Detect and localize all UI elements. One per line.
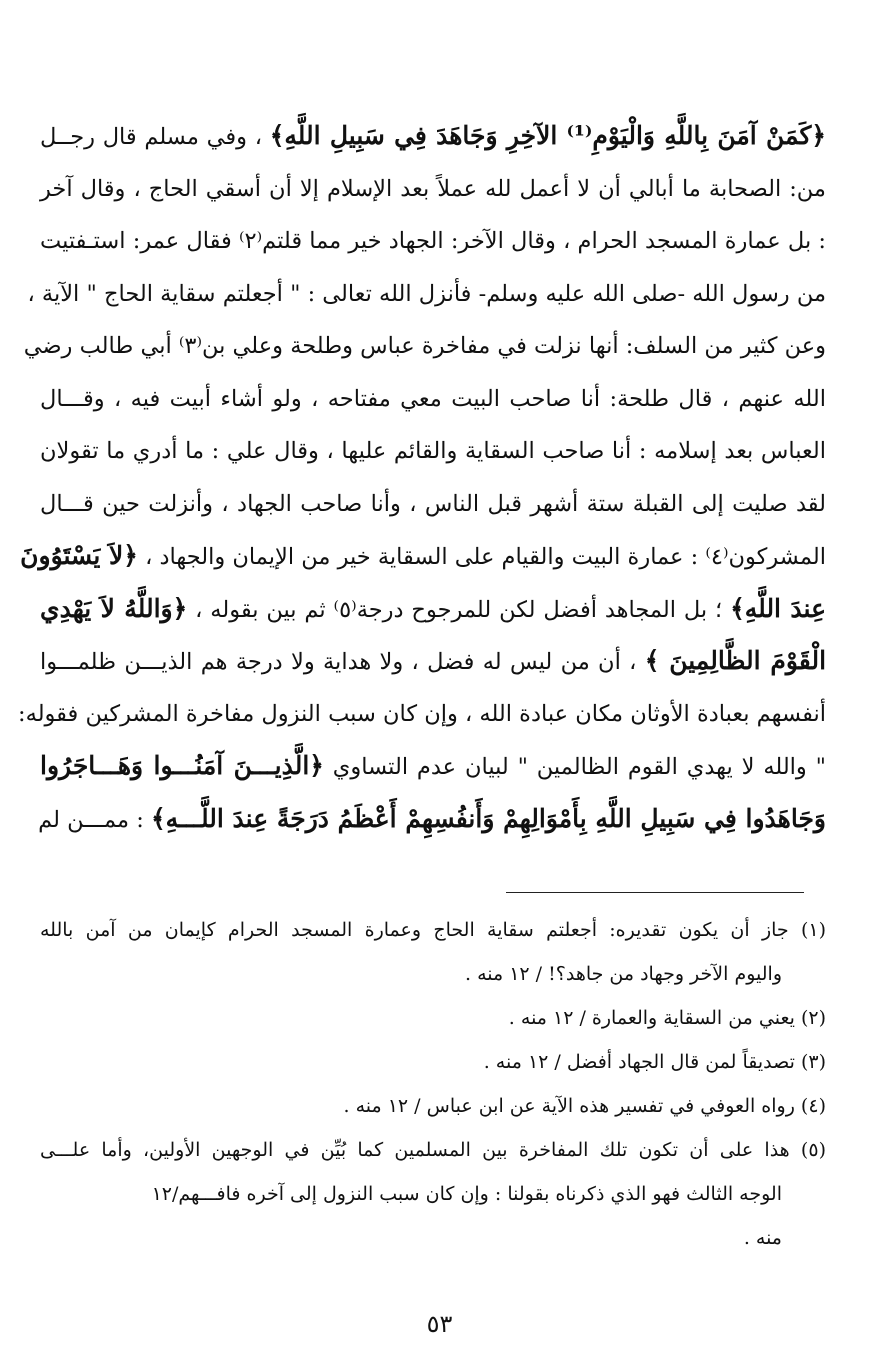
footnote-4: (٤) رواه العوفي في تفسير هذه الآية عن ابن عباس / ١٢ منه . xyxy=(343,1095,826,1117)
footnote-1: (١) جاز أن يكون تقديره: أجعلتم سقاية الحاج وعمارة المسجد الحرام كإيمان من آمن بالله xyxy=(40,919,826,941)
text-line-1: ﴿كَمَنْ آمَنَ بِاللَّهِ وَالْيَوْمِ⁽¹⁾ الآخِرِ وَجَاهَدَ فِي سَبِيلِ اللَّهِ﴾ ، وفي مسلم قال رجــل xyxy=(40,121,827,150)
quran-verse: ﴿لاَ يَسْتَوُونَ xyxy=(20,541,138,570)
footnote-separator xyxy=(506,892,804,893)
quran-verse: الْقَوْمَ الظَّالِمِينَ ﴾ xyxy=(644,646,827,675)
text-line-7: العباس بعد إسلامه : أنا صاحب السقاية والقائم عليها ، وقال علي : ما أدري ما تقولان xyxy=(40,438,826,464)
quran-verse: وَجَاهَدُوا فِي سَبِيلِ اللَّهِ بِأَمْوَالِهِمْ وَأَنفُسِهِمْ أَعْظَمُ دَرَجَةً عِندَ اللَّـــهِ﴾ xyxy=(150,803,826,833)
text-line-12: أنفسهم بعبادة الأوثان مكان عبادة الله ، وإن كان سبب النزول مفاخرة المشركين فقوله: xyxy=(18,700,826,727)
footnotes xyxy=(40,908,826,1260)
text-line-4: من رسول الله -صلى الله عليه وسلم- فأنزل الله تعالى : " أجعلتم سقاية الحاج " الآية ، xyxy=(27,280,826,307)
footnote-5-end: منه . xyxy=(743,1227,782,1249)
footnote-1-continued: واليوم الآخر وجهاد من جاهد؟! / ١٢ منه . xyxy=(465,963,782,985)
footnote-2: (٢) يعني من السقاية والعمارة / ١٢ منه . xyxy=(508,1007,826,1029)
text-line-3: : بل عمارة المسجد الحرام ، وقال الآخر: الجهاد خير مما قلتم⁽٢⁾ فقال عمر: استـفتيت xyxy=(40,228,826,254)
footnote-5-continued: الوجه الثالث فهو الذي ذكرناه بقولنا : وإن كان سبب النزول إلى آخره فافـــهم/١٢ xyxy=(151,1183,782,1205)
main-text xyxy=(18,110,827,845)
text-line-11: الْقَوْمَ الظَّالِمِينَ ﴾ ، أن من ليس له فضل ، ولا هداية ولا درجة هم الذيـــن ظلمـــوا xyxy=(40,646,827,675)
text-line-2: من: الصحابة ما أبالي أن لا أعمل لله عملاً بعد الإسلام إلا أن أسقي الحاج ، وقال آخر xyxy=(40,175,826,202)
text-line-6: الله عنهم ، قال طلحة: أنا صاحب البيت معي مفتاحه ، ولو أشاء أبيت فيه ، وقـــال xyxy=(40,385,826,412)
text-line-5: وعن كثير من السلف: أنها نزلت في مفاخرة عباس وطلحة وعلي بن⁽٣⁾ أبي طالب رضي xyxy=(23,333,826,359)
footnote-5: (٥) هذا على أن تكون تلك المفاخرة بين المسلمين كما بُيِّن في الوجهين الأولين، وأما علـــى xyxy=(40,1139,826,1161)
quran-verse: ﴿وَاللَّهُ لاَ يَهْدِي xyxy=(40,593,188,623)
text-line-9: المشركون⁽٤⁾ : عمارة البيت والقيام على السقاية خير من الإيمان والجهاد ، ﴿لاَ يَسْتَوُونَ xyxy=(20,541,826,570)
text-line-13: " والله لا يهدي القوم الظالمين " لبيان عدم التساوي ﴿الَّذِيـــنَ آمَنُـــوا وَهَـــاجَرُوا xyxy=(40,751,826,780)
quran-verse: ﴿الَّذِيـــنَ آمَنُـــوا وَهَـــاجَرُوا xyxy=(40,751,324,780)
page-number: ٥٣ xyxy=(426,1310,453,1338)
quran-verse: ﴿كَمَنْ آمَنَ بِاللَّهِ وَالْيَوْمِ⁽¹⁾ الآخِرِ وَجَاهَدَ فِي سَبِيلِ اللَّهِ﴾ xyxy=(269,121,827,150)
quran-verse: عِندَ اللَّهِ﴾ xyxy=(730,593,827,623)
text-line-8: لقد صليت إلى القبلة ستة أشهر قبل الناس ، وأنا صاحب الجهاد ، وأنزلت حين قـــال xyxy=(40,490,826,517)
text-line-14: وَجَاهَدُوا فِي سَبِيلِ اللَّهِ بِأَمْوَالِهِمْ وَأَنفُسِهِمْ أَعْظَمُ دَرَجَةً عِندَ اللَّـــهِ﴾ : ممـــن لم xyxy=(38,803,826,833)
text-line-10: عِندَ اللَّهِ﴾ ؛ بل المجاهد أفضل لكن للمرجوح درجة⁽٥⁾ ثم بين بقوله ، ﴿وَاللَّهُ لاَ يَهْدِي xyxy=(40,593,827,623)
footnote-3: (٣) تصديقاً لمن قال الجهاد أفضل / ١٢ منه . xyxy=(483,1051,826,1073)
